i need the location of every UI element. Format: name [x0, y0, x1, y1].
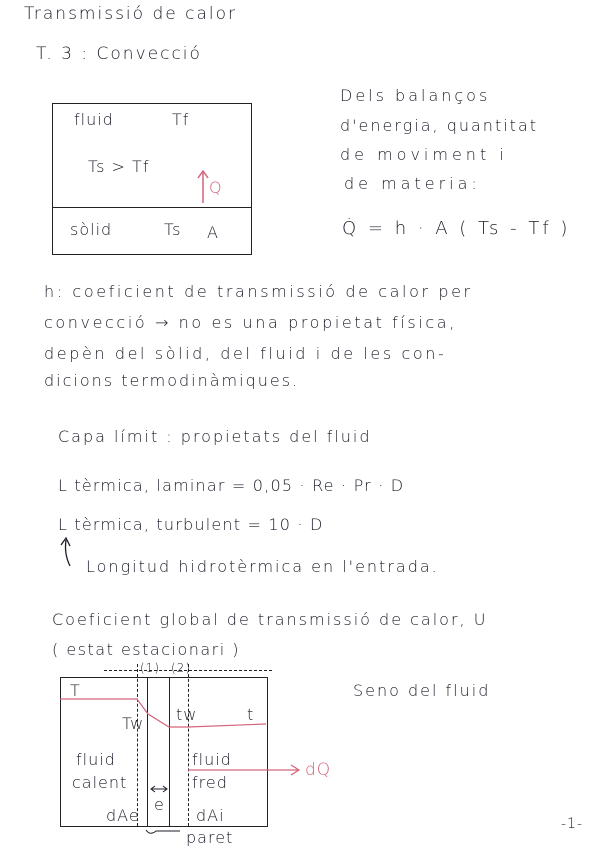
- heat-flow-label: Q: [209, 178, 223, 197]
- cold-fluid-label-1: fluid: [192, 750, 232, 769]
- section-heading: T. 3 : Convecció: [36, 44, 202, 64]
- balance-line-3: de moviment i: [340, 145, 508, 164]
- cold-temperature-label: t: [247, 705, 255, 724]
- h-definition-line-3: depèn del sòlid, del fluid i de les con-: [44, 344, 447, 363]
- laminar-length: L tèrmica, laminar = 0,05 · Re · Pr · D: [58, 476, 405, 495]
- fluid-bulk-note: Seno del fluid: [353, 681, 491, 700]
- wall-temperature-hot-label: Tw: [122, 714, 145, 733]
- steady-state-label: ( estat estacionari ): [52, 640, 241, 659]
- hot-fluid-label-2: calent: [72, 773, 128, 792]
- page-title: Transmissió de calor: [24, 4, 237, 24]
- fluid-label: fluid: [74, 110, 114, 129]
- area-label: A: [207, 223, 219, 242]
- tf-label: Tf: [172, 110, 190, 129]
- cold-fluid-label-2: fred: [192, 773, 228, 792]
- thermal-length-note: Longitud hidrotèrmica en l'entrada.: [86, 557, 439, 576]
- balance-line-4: de materia:: [344, 174, 481, 193]
- global-coefficient-title: Coeficient global de transmissió de calor, U: [52, 610, 488, 629]
- turbulent-length: L tèrmica, turbulent = 10 · D: [58, 515, 324, 534]
- heat-equation: Q̇ = h · A ( Ts - Tf ): [342, 218, 571, 239]
- section-marker-2: (2): [171, 661, 191, 675]
- inner-area-label: dAi: [196, 806, 225, 825]
- hot-temperature-label: T: [70, 681, 81, 700]
- h-definition-line-2: convecció → no es una propietat física,: [44, 313, 457, 332]
- wall-label: paret: [186, 828, 234, 847]
- balance-line-2: d'energia, quantitat: [340, 116, 539, 135]
- hot-fluid-label-1: fluid: [76, 750, 116, 769]
- dq-label: dQ: [305, 760, 332, 780]
- balance-line-1: Dels balanços: [340, 86, 491, 105]
- boundary-layer-title: Capa límit : propietats del fluid: [58, 427, 372, 446]
- thickness-label: e: [154, 795, 165, 814]
- h-definition-line-4: dicions termodinàmiques.: [44, 371, 300, 390]
- page-number: -1-: [561, 816, 584, 832]
- condition-label: Ts > Tf: [88, 157, 150, 176]
- h-definition-line-1: h: coeficient de transmissió de calor per: [44, 282, 473, 301]
- section-marker-1: (1): [140, 661, 160, 675]
- outer-area-label: dAe: [106, 806, 140, 825]
- solid-label: sòlid: [70, 220, 113, 239]
- wall-temperature-cold-label: tw: [176, 705, 198, 724]
- ts-label: Ts: [164, 220, 182, 239]
